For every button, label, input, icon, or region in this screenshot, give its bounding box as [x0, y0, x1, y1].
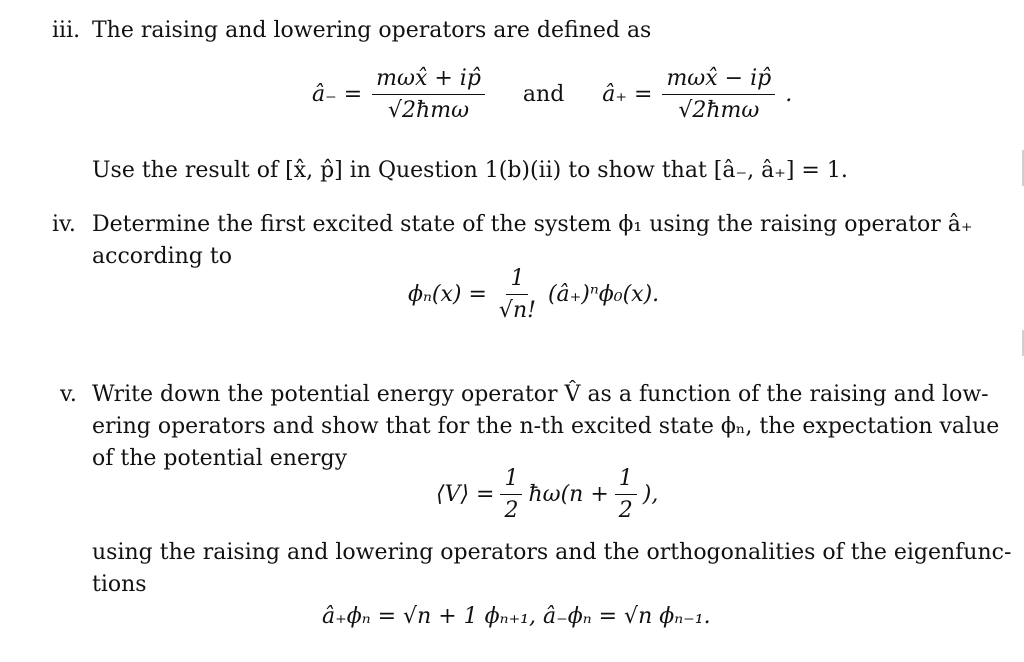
item-v-text-line4: using the raising and lowering operators and the orthogonalities of the eigenfunc- — [92, 540, 1012, 565]
eq-expectation-end: ), — [642, 482, 659, 507]
eq-and: and — [522, 82, 565, 107]
eq-expectation-lhs: ⟨V⟩ = — [436, 482, 495, 507]
equation-ladder-actions: â₊ϕₙ = √n + 1 ϕₙ₊₁, â₋ϕₙ = √n ϕₙ₋₁. — [322, 604, 711, 629]
equation-ladder-operators — [312, 66, 792, 123]
fraction-a-plus-denominator: √2ħmω — [678, 98, 760, 123]
fraction-denominator: √n! — [498, 298, 536, 323]
fraction-denominator: 2 — [618, 498, 633, 523]
eq-phi-n-rhs: (â₊)ⁿϕ₀(x). — [547, 282, 660, 307]
fraction-numerator: 1 — [615, 466, 637, 495]
item-iii-instruction: Use the result of [x̂, p̂] in Question 1(b)(ii) to show that [â₋, â₊] = 1. — [92, 158, 848, 183]
item-iv-text-line1: Determine the first excited state of the system ϕ₁ using the raising operator â₊ — [92, 212, 973, 237]
fraction-a-plus — [662, 66, 775, 123]
equation-excited-state — [408, 266, 659, 323]
eq-expectation-mid: ħω(n + — [528, 482, 609, 507]
item-iv-text-line2: according to — [92, 244, 232, 269]
fraction-one-half-a — [500, 466, 522, 523]
item-v-text-line5: tions — [92, 572, 147, 597]
item-iii-label: iii. — [52, 18, 81, 43]
equation-expectation-value — [436, 466, 658, 523]
item-v-text-line1: Write down the potential energy operator V̂ as a function of the raising and low- — [92, 382, 989, 407]
item-iv-label: iv. — [52, 212, 76, 237]
item-v-text-line3: of the potential energy — [92, 446, 348, 471]
fraction-numerator: 1 — [500, 466, 522, 495]
fraction-numerator: 1 — [506, 266, 528, 295]
eq-period: . — [785, 82, 793, 107]
eq-a-minus-lhs: â₋ = — [312, 82, 363, 107]
eq-a-plus-lhs: â₊ = — [602, 82, 653, 107]
item-v-label: v. — [60, 382, 77, 407]
fraction-a-minus-numerator: mωx̂ + ip̂ — [372, 66, 485, 95]
item-iii-text: The raising and lowering operators are defined as — [92, 18, 652, 43]
fraction-a-minus-denominator: √2ħmω — [388, 98, 470, 123]
fraction-inverse-sqrt-factorial — [495, 266, 540, 323]
eq-phi-n-lhs: ϕₙ(x) = — [408, 282, 487, 307]
item-v-text-line2: ering operators and show that for the n-th excited state ϕₙ, the expectation value — [92, 414, 1000, 439]
fraction-denominator: 2 — [504, 498, 519, 523]
fraction-one-half-b — [615, 466, 637, 523]
fraction-a-minus — [372, 66, 485, 123]
fraction-a-plus-numerator: mωx̂ − ip̂ — [662, 66, 775, 95]
